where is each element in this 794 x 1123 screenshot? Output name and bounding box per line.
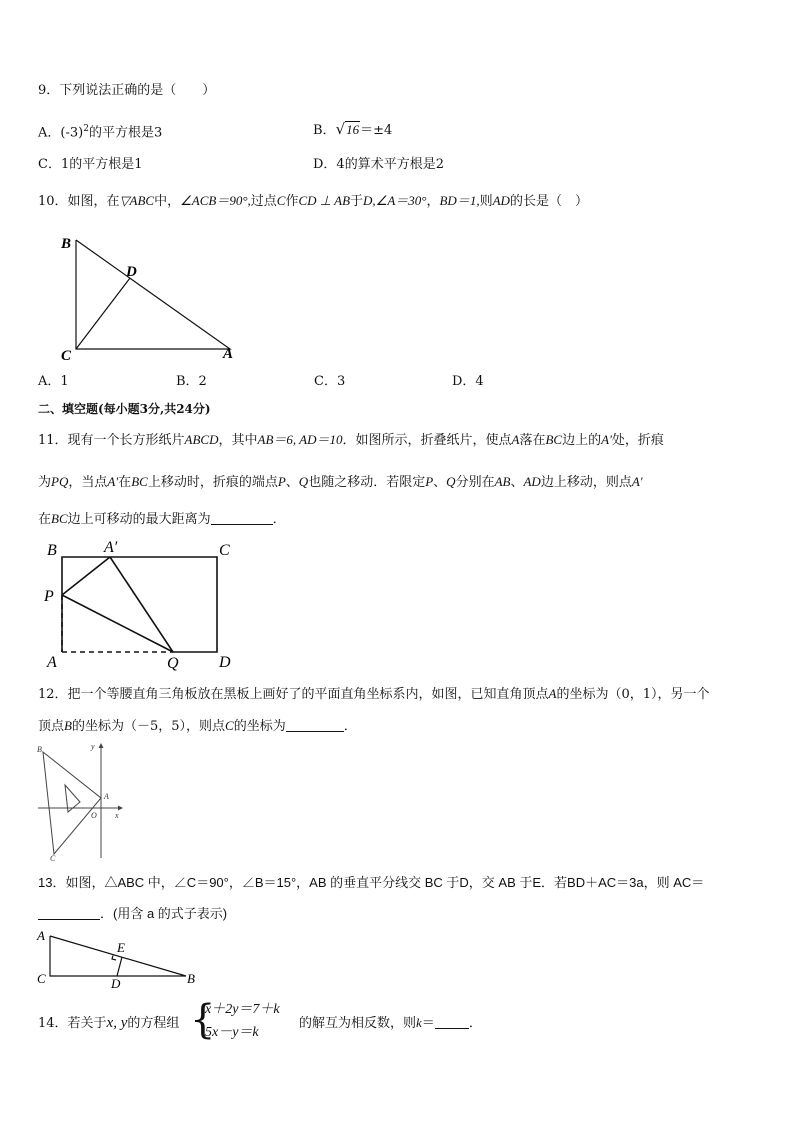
- q10-ad: AD: [492, 193, 510, 208]
- q11-text-1a: 11．现有一个长方形纸片: [38, 433, 185, 448]
- q11-text-2g: 、: [433, 475, 447, 490]
- q9-option-c: C．1的平方根是1: [38, 157, 143, 172]
- q10-text-5: 于: [350, 194, 364, 209]
- q11-label-p: P: [44, 588, 54, 605]
- q11-text-1d: 落在: [519, 433, 546, 448]
- q10-option-d: D．4: [452, 374, 484, 389]
- q11-p-2: P: [425, 474, 434, 489]
- q10-text-1: 10．如图，在: [38, 194, 120, 209]
- q12-c: C: [225, 718, 234, 733]
- q10-cond-perp: CD ⊥ AB: [298, 193, 351, 208]
- q14-text-1: 14．若关于: [38, 1016, 107, 1031]
- q12-label-a: A: [104, 792, 109, 801]
- x-axis-arrow-icon: [118, 806, 123, 811]
- q9-option-d: D．4的算术平方根是2: [313, 157, 444, 172]
- q13-triangle-figure: [34, 926, 209, 991]
- q12-end: ．: [343, 719, 357, 734]
- q11-abcd: ABCD: [184, 432, 219, 447]
- q10-text-4: 作: [285, 194, 299, 209]
- q12-text-2c: 的坐标为: [233, 719, 286, 734]
- section-2-heading: 二、填空题(每小题3分,共24分): [38, 402, 211, 416]
- q11-a-prime-2: A′: [107, 474, 119, 489]
- q11-text-2d: 上移动时，折痕的端点: [147, 475, 278, 490]
- q12-line-2: [38, 718, 357, 735]
- q14-equation-1: x＋2y＝7＋k: [205, 1002, 280, 1017]
- q11-dims: AB＝6, AD＝10: [257, 432, 343, 447]
- y-axis-arrow-icon: [99, 743, 104, 748]
- q11-label-a-prime: A′: [104, 539, 118, 556]
- q12-line-1: [38, 686, 710, 703]
- q12-answer-blank[interactable]: [286, 719, 344, 732]
- q11-text-1f: 处，折痕: [611, 433, 664, 448]
- q14-k: k: [416, 1015, 422, 1030]
- q14-text-b: [299, 1015, 482, 1032]
- q10-text-7: 则: [479, 194, 493, 209]
- q9-option-b: [313, 121, 392, 139]
- q9-option-a-text: A．(-3): [38, 125, 84, 141]
- q12-text-2b: 的坐标为（－5，5），则点: [71, 719, 226, 734]
- q11-a: A: [511, 432, 520, 447]
- q11-label-c: C: [219, 542, 230, 559]
- q11-end: ．: [272, 512, 286, 527]
- q9-option-b-radicand: 16: [346, 122, 360, 137]
- q10-option-b: B．2: [176, 374, 207, 389]
- q11-pq: PQ: [51, 474, 69, 489]
- q9-option-b-rest: ＝±4: [360, 123, 393, 138]
- q13-label-a: A: [37, 928, 45, 943]
- q11-label-d: D: [219, 654, 231, 671]
- q11-text-1b: ，其中: [218, 433, 258, 448]
- q10-label-c: C: [61, 348, 72, 364]
- q11-label-b: B: [47, 542, 57, 559]
- q10-label-d: D: [126, 264, 137, 280]
- q10-triangle-figure: [55, 234, 255, 364]
- q11-line-2: [38, 474, 643, 491]
- q13-line-2-text: ．(用含 a 的式子表示): [100, 906, 228, 921]
- q11-text-2a: 为: [38, 475, 52, 490]
- q14-end: ．: [468, 1016, 482, 1031]
- q12-coordinate-figure: [34, 740, 144, 865]
- q11-label-a: A: [47, 654, 57, 671]
- q11-text-2e: 、: [285, 475, 299, 490]
- q11-text-2j: 边上移动，则点: [540, 475, 632, 490]
- q13-label-b: B: [187, 971, 195, 986]
- left-brace-icon: {: [190, 997, 216, 1043]
- q12-label-x: x: [115, 811, 119, 820]
- q11-ad: AD: [523, 474, 541, 489]
- q10-text-6: ，: [426, 194, 440, 209]
- q11-text-2i: 、: [510, 475, 524, 490]
- q13-line-2: [38, 906, 227, 923]
- q9-option-b-label: B．: [313, 123, 336, 138]
- q10-stem: [38, 193, 588, 210]
- q12-label-c: C: [50, 854, 56, 863]
- q14-vars: x, y: [106, 1015, 128, 1031]
- q10-cond-bd: BD＝1,: [439, 193, 480, 208]
- q11-ab: AB: [494, 474, 511, 489]
- q11-p: P: [277, 474, 286, 489]
- q13-line-1: 13．如图，△ABC 中，∠C＝90°，∠B＝15°，AB 的垂直平分线交 BC 于D，交 AB 于E．若BD＋AC＝3a，则 AC＝: [38, 875, 705, 890]
- q11-line-3: [38, 511, 286, 528]
- q10-option-c: C．3: [314, 374, 346, 389]
- q14-text-3: 的解互为相反数，则: [299, 1016, 417, 1031]
- q12-a: A: [548, 686, 557, 701]
- q10-cond-angle: ∠ACB＝90°,: [180, 193, 251, 208]
- q12-b: B: [64, 718, 72, 733]
- q10-label-a: A: [223, 346, 234, 362]
- q14-text-4: ＝: [421, 1016, 435, 1031]
- q14-text-2: 的方程组: [127, 1016, 180, 1031]
- q9-option-a-exponent: 2: [83, 124, 89, 134]
- q11-bc: BC: [545, 432, 563, 447]
- q11-text-2c: 在: [118, 475, 132, 490]
- q11-text-1c: ．如图所示，折叠纸片，使点: [342, 433, 512, 448]
- q11-text-3b: 边上可移动的最大距离为: [67, 512, 211, 527]
- q11-answer-blank[interactable]: [211, 512, 273, 525]
- q11-q: Q: [298, 474, 309, 489]
- q10-text-8: 的长是（ ）: [509, 194, 588, 209]
- q11-text-3a: 在: [38, 512, 52, 527]
- q12-label-o: O: [91, 811, 97, 820]
- q12-text-2a: 顶点: [38, 719, 65, 734]
- q12-text-1b: 的坐标为（0，1），另一个: [556, 687, 710, 702]
- q9-stem: 9．下列说法正确的是（ ）: [38, 83, 216, 98]
- q14-answer-blank[interactable]: [435, 1016, 469, 1029]
- q12-label-b: B: [37, 745, 42, 754]
- q14-equation-2: 5x－y＝k: [205, 1025, 259, 1040]
- q10-triangle: ▽ABC: [119, 193, 155, 208]
- q11-q-2: Q: [446, 474, 456, 489]
- q11-label-q: Q: [167, 655, 179, 672]
- q10-text-2: 中，: [154, 194, 181, 209]
- q9-option-a-rest: 的平方根是3: [88, 125, 163, 141]
- q10-text-3: 过点: [250, 194, 277, 209]
- q11-text-2h: 分别在: [455, 475, 495, 490]
- q10-point-c: C: [276, 193, 286, 208]
- q14-text-a: [38, 1015, 179, 1032]
- sqrt-icon: √: [335, 120, 346, 138]
- q12-label-y: y: [91, 742, 95, 751]
- q13-label-c: C: [37, 971, 46, 986]
- q11-text-2b: ，当点: [68, 475, 108, 490]
- q10-cond-a: D,∠A＝30°: [363, 193, 427, 208]
- q11-a-prime-3: A′: [631, 474, 643, 489]
- q13-label-d: D: [111, 976, 121, 991]
- q11-text-2f: 也随之移动．若限定: [308, 475, 426, 490]
- q9-option-a: [38, 121, 162, 141]
- q13-label-e: E: [117, 940, 125, 955]
- q10-option-a: A．1: [38, 374, 69, 389]
- q11-line-1: [38, 432, 664, 449]
- q11-bc-2: BC: [131, 474, 148, 489]
- q10-label-b: B: [61, 236, 72, 252]
- q11-rectangle-figure: [40, 537, 260, 672]
- q13-answer-blank[interactable]: [38, 907, 100, 920]
- q11-bc-3: BC: [51, 511, 68, 526]
- q11-a-prime: A′: [601, 432, 612, 447]
- q12-text-1a: 12．把一个等腰直角三角板放在黑板上画好了的平面直角坐标系内，如图，已知直角顶点: [38, 687, 549, 702]
- q11-text-1e: 边上的: [562, 433, 602, 448]
